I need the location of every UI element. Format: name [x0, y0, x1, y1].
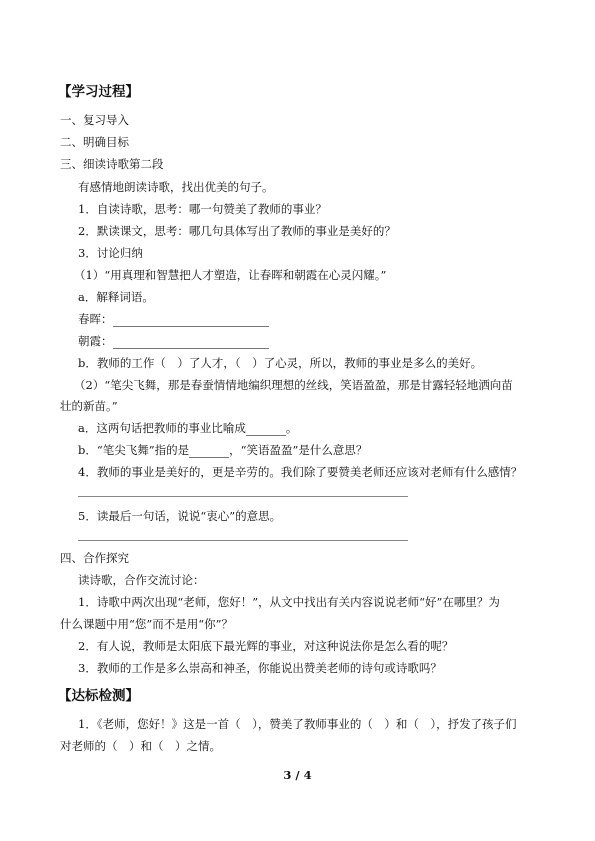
quote-2-line1: （2）“笔尖飞舞，那是春蚕情情地编织理想的丝线，笑语盈盈，那是甘露轻轻地洒向苗 [74, 378, 513, 392]
part4-question-1-line1: 1．诗歌中两次出现“老师，您好！”，从文中找出有关内容说说老师“好”在哪里？为 [78, 595, 500, 609]
item-a-metaphor [78, 420, 297, 436]
answer-blank[interactable] [113, 314, 269, 327]
question-5: 5．读最后一句话，说说“衷心”的意思。 [78, 509, 282, 523]
answer-blank[interactable] [246, 423, 286, 436]
part3-intro: 有感情地朗读诗歌，找出优美的句子。 [78, 180, 274, 194]
step-close-reading: 三、细读诗歌第二段 [60, 157, 164, 171]
item-a-explain-words: a．解释词语。 [78, 290, 154, 304]
answer-line[interactable] [78, 496, 408, 497]
question-1: 1．自读诗歌，思考：哪一句赞美了教师的事业？ [78, 202, 327, 216]
question-4: 4．教师的事业是美好的，更是辛劳的。我们除了要赞美老师还应该对老师有什么感情？ [78, 465, 523, 479]
word-chunhui [78, 311, 269, 327]
item-a-metaphor-text: a．这两句话把教师的事业比喻成 [78, 421, 246, 435]
part4-question-1-line2: 什么课题中用“您”而不是用“你”？ [60, 617, 234, 631]
item-a-metaphor-end: 。 [285, 421, 298, 435]
word-zhaoxia [78, 333, 269, 349]
step-review: 一、复习导入 [60, 113, 129, 127]
item-b-meaning [78, 442, 367, 458]
answer-line[interactable] [78, 540, 408, 541]
assessment-question-1-line1: 1．《老师，您好！》这是一首（ ），赞美了教师事业的（ ）和（ ），抒发了孩子们 [78, 717, 517, 731]
word-zhaoxia-label: 朝霞： [78, 334, 113, 348]
step-goals: 二、明确目标 [60, 135, 129, 149]
word-chunhui-label: 春晖： [78, 312, 113, 326]
question-3: 3．讨论归纳 [78, 246, 143, 260]
section-title-learning-process: 【学习过程】 [58, 84, 139, 100]
question-2: 2．默读课文，思考：哪几句具体写出了教师的事业是美好的？ [78, 224, 396, 238]
part4-question-3: 3．教师的工作是多么崇高和神圣，你能说出赞美老师的诗句或诗歌吗？ [78, 661, 442, 675]
answer-blank[interactable] [189, 445, 229, 458]
item-b-meaning-end: ，“笑语盈盈”是什么意思？ [229, 443, 368, 457]
assessment-question-1-line2: 对老师的（ ）和（ ）之情。 [60, 739, 221, 753]
answer-blank[interactable] [113, 336, 269, 349]
quote-2-line2: 壮的新苗。” [60, 399, 118, 413]
part4-intro: 读诗歌，合作交流讨论： [78, 573, 205, 587]
item-b-teacher-work: b．教师的工作（ ）了人才，（ ）了心灵，所以，教师的事业是多么的美好。 [78, 356, 483, 370]
section-title-assessment: 【达标检测】 [58, 688, 139, 704]
quote-1: （1）“用真理和智慧把人才塑造，让春晖和朝霞在心灵闪耀。” [74, 268, 387, 282]
item-b-meaning-text: b．“笔尖飞舞”指的是 [78, 443, 190, 457]
part4-title: 四、合作探究 [60, 551, 129, 565]
page-number: 3 / 4 [283, 768, 312, 782]
part4-question-2: 2．有人说，教师是太阳底下最光辉的事业，对这种说法你是怎么看的呢？ [78, 639, 454, 653]
